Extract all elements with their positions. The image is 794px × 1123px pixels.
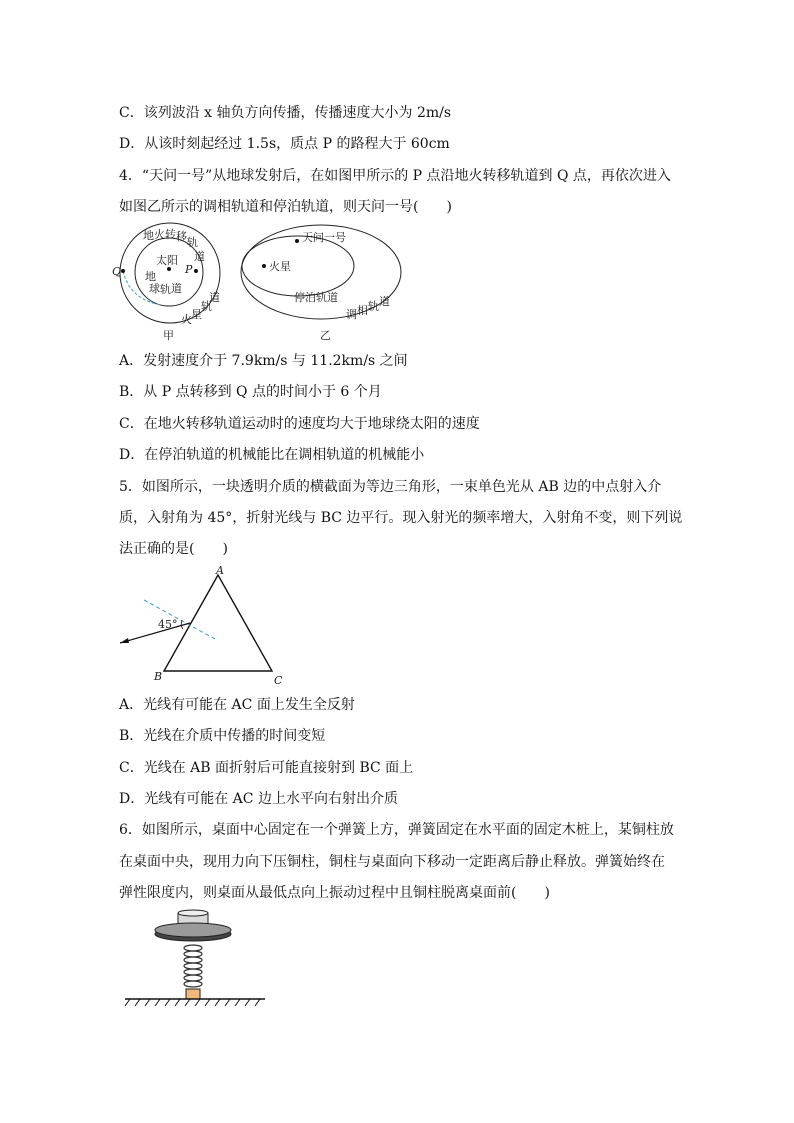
vertex-a-label: A bbox=[216, 564, 224, 577]
earth-orbit-char-0: 地 bbox=[145, 270, 156, 283]
q5-stem-line-3: 法正确的是( ) bbox=[119, 541, 228, 557]
incident-arrowhead bbox=[120, 638, 129, 643]
figure-jia-caption: 甲 bbox=[163, 329, 174, 342]
figure-yi-orbits bbox=[236, 222, 404, 344]
probe-label: 天问一号 bbox=[302, 231, 346, 244]
phasing-orbit-char-1: 相 bbox=[357, 304, 368, 317]
copper-cylinder-top bbox=[178, 910, 208, 916]
q5-option-a: A．光线有可能在 AC 面上发生全反射 bbox=[119, 697, 355, 713]
q4-option-d: D．在停泊轨道的机械能比在调相轨道的机械能小 bbox=[119, 447, 425, 463]
vertex-c-label: C bbox=[274, 674, 283, 687]
sun-dot bbox=[167, 267, 171, 271]
phasing-orbit-char-3: 道 bbox=[379, 295, 390, 308]
q5-option-c: C．光线在 AB 面折射后可能直接射到 BC 面上 bbox=[119, 760, 414, 776]
transfer-orbit-char-2: 转 bbox=[165, 228, 176, 241]
table-top bbox=[155, 923, 231, 937]
q6-stem-line-1: 6．如图所示，桌面中心固定在一个弹簧上方，弹簧固定在水平面的固定木桩上，某铜柱放 bbox=[119, 822, 674, 838]
parking-orbit bbox=[242, 236, 354, 296]
spring bbox=[184, 945, 202, 987]
point-q-label: Q bbox=[112, 265, 122, 278]
transfer-orbit-char-4: 轨 bbox=[187, 236, 198, 249]
q4-stem-line-2: 如图乙所示的调相轨道和停泊轨道，则天问一号( ) bbox=[119, 199, 452, 215]
figure-spring-table bbox=[120, 908, 270, 1008]
phasing-orbit-char-2: 轨 bbox=[368, 300, 379, 313]
q6-stem-line-2: 在桌面中央，现用力向下压铜柱，铜柱与桌面向下移动一定距离后静止释放。弹簧始终在 bbox=[119, 854, 665, 870]
q4-stem-line-1: 4．“天问一号”从地球发射后，在如图甲所示的 P 点沿地火转移轨道到 Q 点，再依次进入 bbox=[119, 168, 671, 184]
q5-option-b: B．光线在介质中传播的时间变短 bbox=[119, 728, 326, 744]
mars-dot bbox=[262, 264, 266, 268]
sun-label: 太阳 bbox=[156, 254, 178, 267]
point-p-label: P bbox=[185, 263, 193, 276]
angle-label: 45° bbox=[158, 618, 178, 631]
q3-option-d: D．从该时刻起经过 1.5s，质点 P 的路程大于 60cm bbox=[119, 136, 450, 152]
q5-stem-line-1: 5．如图所示，一块透明介质的横截面为等边三角形，一束单色光从 AB 边的中点射入介 bbox=[119, 479, 662, 495]
q6-stem-line-3: 弹性限度内，则桌面从最低点向上振动过程中且铜柱脱离桌面前( ) bbox=[119, 885, 550, 901]
probe-dot bbox=[295, 239, 299, 243]
q5-option-d: D．光线有可能在 AC 边上水平向右射出介质 bbox=[119, 791, 398, 807]
figure-prism bbox=[112, 563, 292, 691]
transfer-orbit-char-5: 道 bbox=[194, 250, 205, 263]
q3-option-c: C．该列波沿 x 轴负方向传播，传播速度大小为 2m/s bbox=[119, 105, 452, 121]
vertex-b-label: B bbox=[154, 670, 163, 683]
mars-label: 火星 bbox=[269, 260, 291, 273]
mars-orbit-char-1: 星 bbox=[191, 308, 202, 321]
q5-stem-line-2: 质，入射角为 45°，折射光线与 BC 边平行。现入射光的频率增大，入射角不变，则下列说 bbox=[119, 510, 683, 526]
earth-orbit-char-3: 道 bbox=[171, 282, 182, 295]
point-p-dot bbox=[194, 269, 198, 273]
mars-orbit-char-2: 轨 bbox=[201, 300, 212, 313]
figure-yi-caption: 乙 bbox=[320, 329, 331, 342]
phasing-orbit-char-0: 调 bbox=[346, 308, 357, 321]
wooden-post bbox=[186, 989, 200, 999]
transfer-orbit-char-0: 地 bbox=[143, 229, 154, 242]
mars-orbit-char-3: 道 bbox=[209, 291, 220, 304]
q4-option-c: C．在地火转移轨道运动时的速度均大于地球绕太阳的速度 bbox=[119, 416, 480, 432]
transfer-orbit-char-1: 火 bbox=[154, 228, 165, 241]
incident-ray bbox=[120, 623, 190, 643]
point-q-dot bbox=[121, 269, 125, 273]
mars-orbit-char-0: 火 bbox=[181, 313, 192, 326]
ground-hatching bbox=[125, 999, 260, 1006]
transfer-orbit-char-3: 移 bbox=[176, 230, 187, 243]
earth-orbit-char-1: 球 bbox=[149, 282, 160, 295]
earth-orbit-char-2: 轨 bbox=[160, 283, 171, 296]
figure-jia-transfer-orbit bbox=[112, 222, 242, 344]
parking-orbit-label: 停泊轨道 bbox=[294, 291, 338, 304]
q4-option-a: A．发射速度介于 7.9km/s 与 11.2km/s 之间 bbox=[119, 353, 408, 369]
q4-option-b: B．从 P 点转移到 Q 点的时间小于 6 个月 bbox=[119, 384, 382, 400]
prism-triangle bbox=[164, 575, 272, 671]
